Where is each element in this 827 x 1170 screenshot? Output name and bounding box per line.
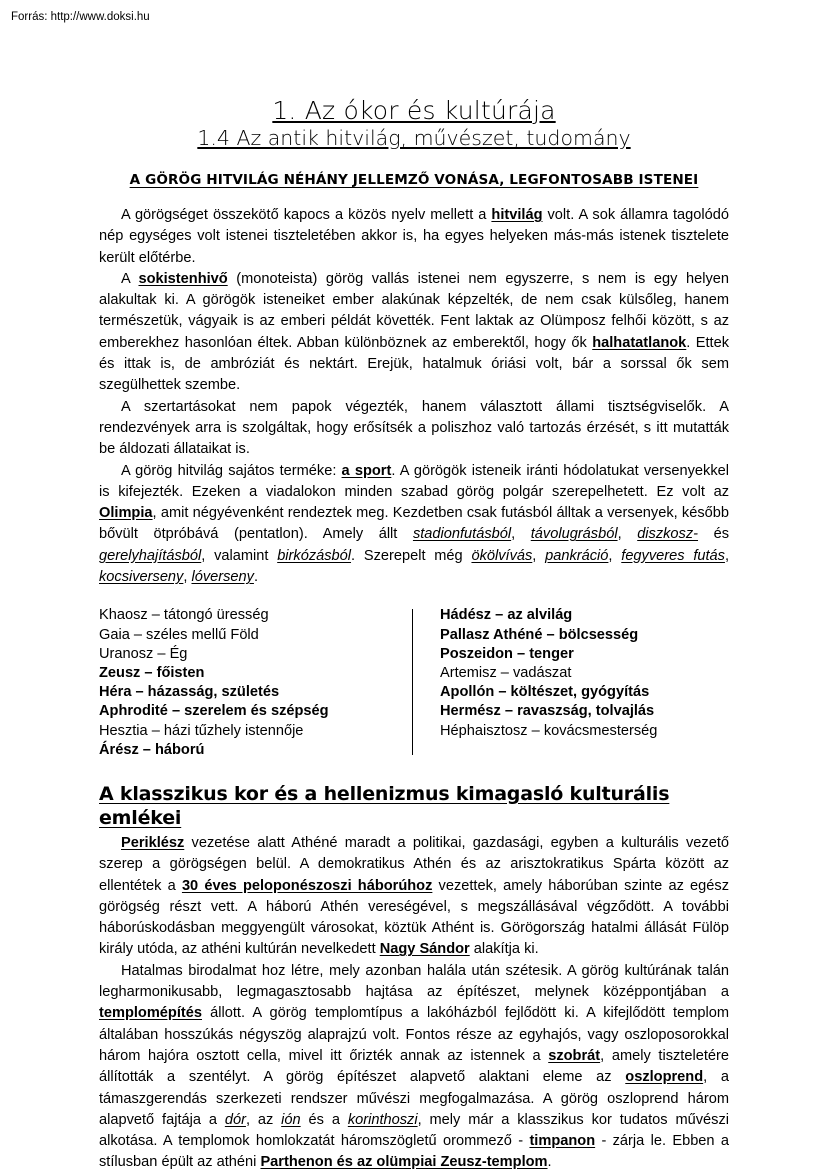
emphasis-term: Parthenon és az olümpiai Zeusz-templom (260, 1154, 548, 1170)
emphasis-term: halhatatlanok (592, 334, 687, 351)
emphasis-term: Olimpia (99, 505, 153, 522)
italic-term: lóverseny (191, 569, 254, 586)
text-run: és (698, 526, 729, 543)
text-run: , amely tiszteletére állították a szentélyt. A görög építészet alapvető alaktani eleme az (99, 1047, 729, 1086)
god-list-item: Héra – házasság, születés (99, 684, 280, 701)
text-run: . (253, 569, 258, 586)
god-list-item: Uranosz – Ég (99, 645, 188, 662)
god-list-item: Khaosz – tátongó üresség (99, 607, 269, 624)
text-run: , (724, 547, 730, 564)
gods-two-column-list (99, 606, 729, 760)
italic-term: diszkosz- (637, 526, 699, 543)
italic-term: távolugrásból (530, 526, 618, 543)
text-run: , a támaszgerendás szerkezeti rendszer művészi megfogalmazása. A görög oszloprend három alapvető fajtája a (99, 1069, 729, 1128)
text-run: volt. A sok államra tagolódó nép egységes volt istenei tiszteletében akkor is, ha egyes helyeken más-más istenek tisztelete került előtérbe. (99, 207, 729, 266)
emphasis-term: sokistenhivő (138, 270, 228, 287)
section-heading-greek-religion-text: A GÖRÖG HITVILÁG NÉHÁNY JELLEMZŐ VONÁSA, LEGFONTOSABB ISTENEI (129, 172, 699, 188)
emphasis-term: timpanon (529, 1133, 596, 1150)
text-run: , az (245, 1111, 282, 1128)
text-run: A görög hitvilág sajátos terméke: (121, 462, 342, 479)
text-run: vezettek, amely háborúban szinte az egész görögség részt vett. A háború Athén vereségével, s megszállásával végződött. A további háborúskodásban meggyengült városokat, köztük Athént is. Görögország hatalmi állását Fülöp király utóda, az athéni kultúrán nevelkedett (99, 877, 729, 958)
text-run: . Ettek és ittak is, de ambróziát és nektárt. Erejük, hatalmuk óriási volt, bár a sorssal ők sem szegülhettek szembe. (99, 334, 729, 394)
god-list-item: Zeusz – főisten (99, 664, 205, 681)
text-run: , (183, 569, 192, 586)
god-list-item: Apollón – költészet, gyógyítás (440, 684, 650, 701)
god-list-item: Artemisz – vadászat (440, 664, 572, 681)
text-run: , amit négyévenként rendeztek meg. Kezdetben csak futásból álltak a versenyek, később bővült ötpróbává (pentatlon). Amely állt (99, 505, 729, 543)
text-run: A (121, 270, 139, 287)
text-run: - zárja le. Ebben a stílusban épült az athéni (99, 1133, 729, 1170)
text-run: A görögséget összekötő kapocs a közös nyelv mellett a (121, 207, 492, 223)
god-list-item: Árész – háború (99, 741, 205, 758)
text-run: , (617, 526, 638, 543)
god-list-item: Hesztia – házi tűzhely istennője (99, 722, 304, 739)
text-run: A szertartásokat nem papok végezték, hanem választott állami tisztségviselők. A rendezvények arra is szolgáltak, hogy erősítsék a poliszhoz való tartozás érzését, s itt mutatták be áldozati állataikat is. (99, 398, 729, 458)
page-title (99, 96, 729, 125)
section2-paragraphs (99, 833, 729, 1170)
section1-paragraph (99, 397, 729, 461)
section1-paragraph (99, 461, 729, 589)
gods-right-column (413, 606, 726, 760)
text-run: , valamint (201, 547, 278, 564)
italic-term: korinthoszi (347, 1111, 418, 1128)
text-run: , mely már a klasszikus kor tudatos művészi alkotása. A templomok homlokzatát háromszögletű orommező - (99, 1111, 729, 1150)
section-heading-classical-hellenism-text: A klasszikus kor és a hellenizmus kimagasló kulturális emlékei (99, 782, 670, 829)
god-list-item: Hádész – az alvilág (440, 607, 573, 624)
text-run: (monoteista) görög vallás istenei nem egyszerre, s nem is egy helyen alakultak ki. A görögök isteneiket ember alakúnak képzelték, de nem csak külsőleg, hanem természetük, vágyaik is az emberi példát követték. Fent laktak az Olümposz felhői között, s az emberekhez hasonlóan éltek. Abban különböznek az emberektől, hogy ők (99, 270, 729, 351)
italic-term: gerelyhajításból (99, 547, 202, 564)
text-run: Hatalmas birodalmat hoz létre, mely azonban halála után szétesik. A görög kultúrának talán legharmonikusabb, legmagasztosabb hajtása az építészet, melynek középpontjában a (99, 962, 729, 1001)
god-list-item: Pallasz Athéné – bölcsesség (440, 626, 639, 643)
emphasis-term: a sport (341, 462, 392, 479)
emphasis-term: oszloprend (625, 1069, 704, 1086)
document-content (99, 96, 729, 1170)
text-run: . (547, 1154, 552, 1170)
text-run: , (511, 526, 531, 543)
italic-term: kocsiverseny (99, 569, 184, 586)
page-subtitle (99, 125, 729, 151)
text-run: vezetése alatt Athéné maradt a politikai, gazdasági, egyben a kulturális vezető szerep a görögségen belül. A demokratikus Athén és az arisztokratikus Spárta között az ellentétek a (99, 834, 729, 894)
source-url-label: Forrás: http://www.doksi.hu (11, 11, 150, 23)
gods-left-column (99, 606, 412, 760)
god-list-item: Poszeidon – tenger (440, 645, 574, 662)
text-run: . Szerepelt még (351, 547, 472, 564)
italic-term: ión (281, 1111, 301, 1128)
section2-paragraph (99, 961, 729, 1170)
text-run: alakítja ki. (469, 941, 539, 958)
god-list-item: Aphrodité – szerelem és szépség (99, 703, 329, 720)
section1-paragraphs (99, 205, 729, 588)
text-run: állott. A görög templomtípus a lakóházból fejlődött ki. A kifejlődött templom általában hosszúkás négyszög alaprajzú volt. Fontos része az egyhajós, vagy oszloposorokkal három hajóra osztott cella, mivel itt őrizték annak az istennek a (99, 1005, 729, 1064)
emphasis-term: Periklész (121, 834, 185, 851)
god-list-item: Hermész – ravaszság, tolvajlás (440, 703, 655, 720)
italic-term: fegyveres futás (621, 547, 725, 564)
italic-term: dór (224, 1111, 246, 1128)
section1-paragraph (99, 269, 729, 397)
god-list-item: Gaia – széles mellű Föld (99, 626, 259, 643)
section-heading-greek-religion (99, 172, 729, 189)
italic-term: birkózásból (277, 547, 352, 564)
emphasis-term: 30 éves peloponészoszi háborúhoz (181, 877, 433, 894)
god-list-item: Héphaisztosz – kovácsmesterség (440, 722, 658, 739)
emphasis-term: Nagy Sándor (379, 941, 470, 958)
text-run: . A görögök isteneik iránti hódolatukat versenyekkel is kifejezték. Ezeken a viadalokon minden szabad görög polgár szerepelhetett. Ez volt az (99, 462, 730, 500)
section2-paragraph (99, 833, 729, 961)
section-heading-classical-hellenism (99, 782, 729, 830)
text-run: , (532, 547, 546, 564)
italic-term: stadionfutásból (412, 526, 512, 543)
italic-term: pankráció (545, 547, 609, 564)
section1-paragraph (99, 205, 729, 269)
emphasis-term: szobrát (548, 1047, 601, 1064)
page-title-text: 1. Az ókor és kultúrája (272, 96, 556, 125)
page-subtitle-text: 1.4 Az antik hitvilág, művészet, tudomány (197, 126, 631, 150)
italic-term: ökölvívás (471, 547, 533, 564)
emphasis-term: templomépítés (99, 1005, 202, 1022)
text-run: , (608, 547, 622, 564)
emphasis-term: hitvilág (491, 207, 543, 223)
text-run: és a (300, 1111, 348, 1128)
